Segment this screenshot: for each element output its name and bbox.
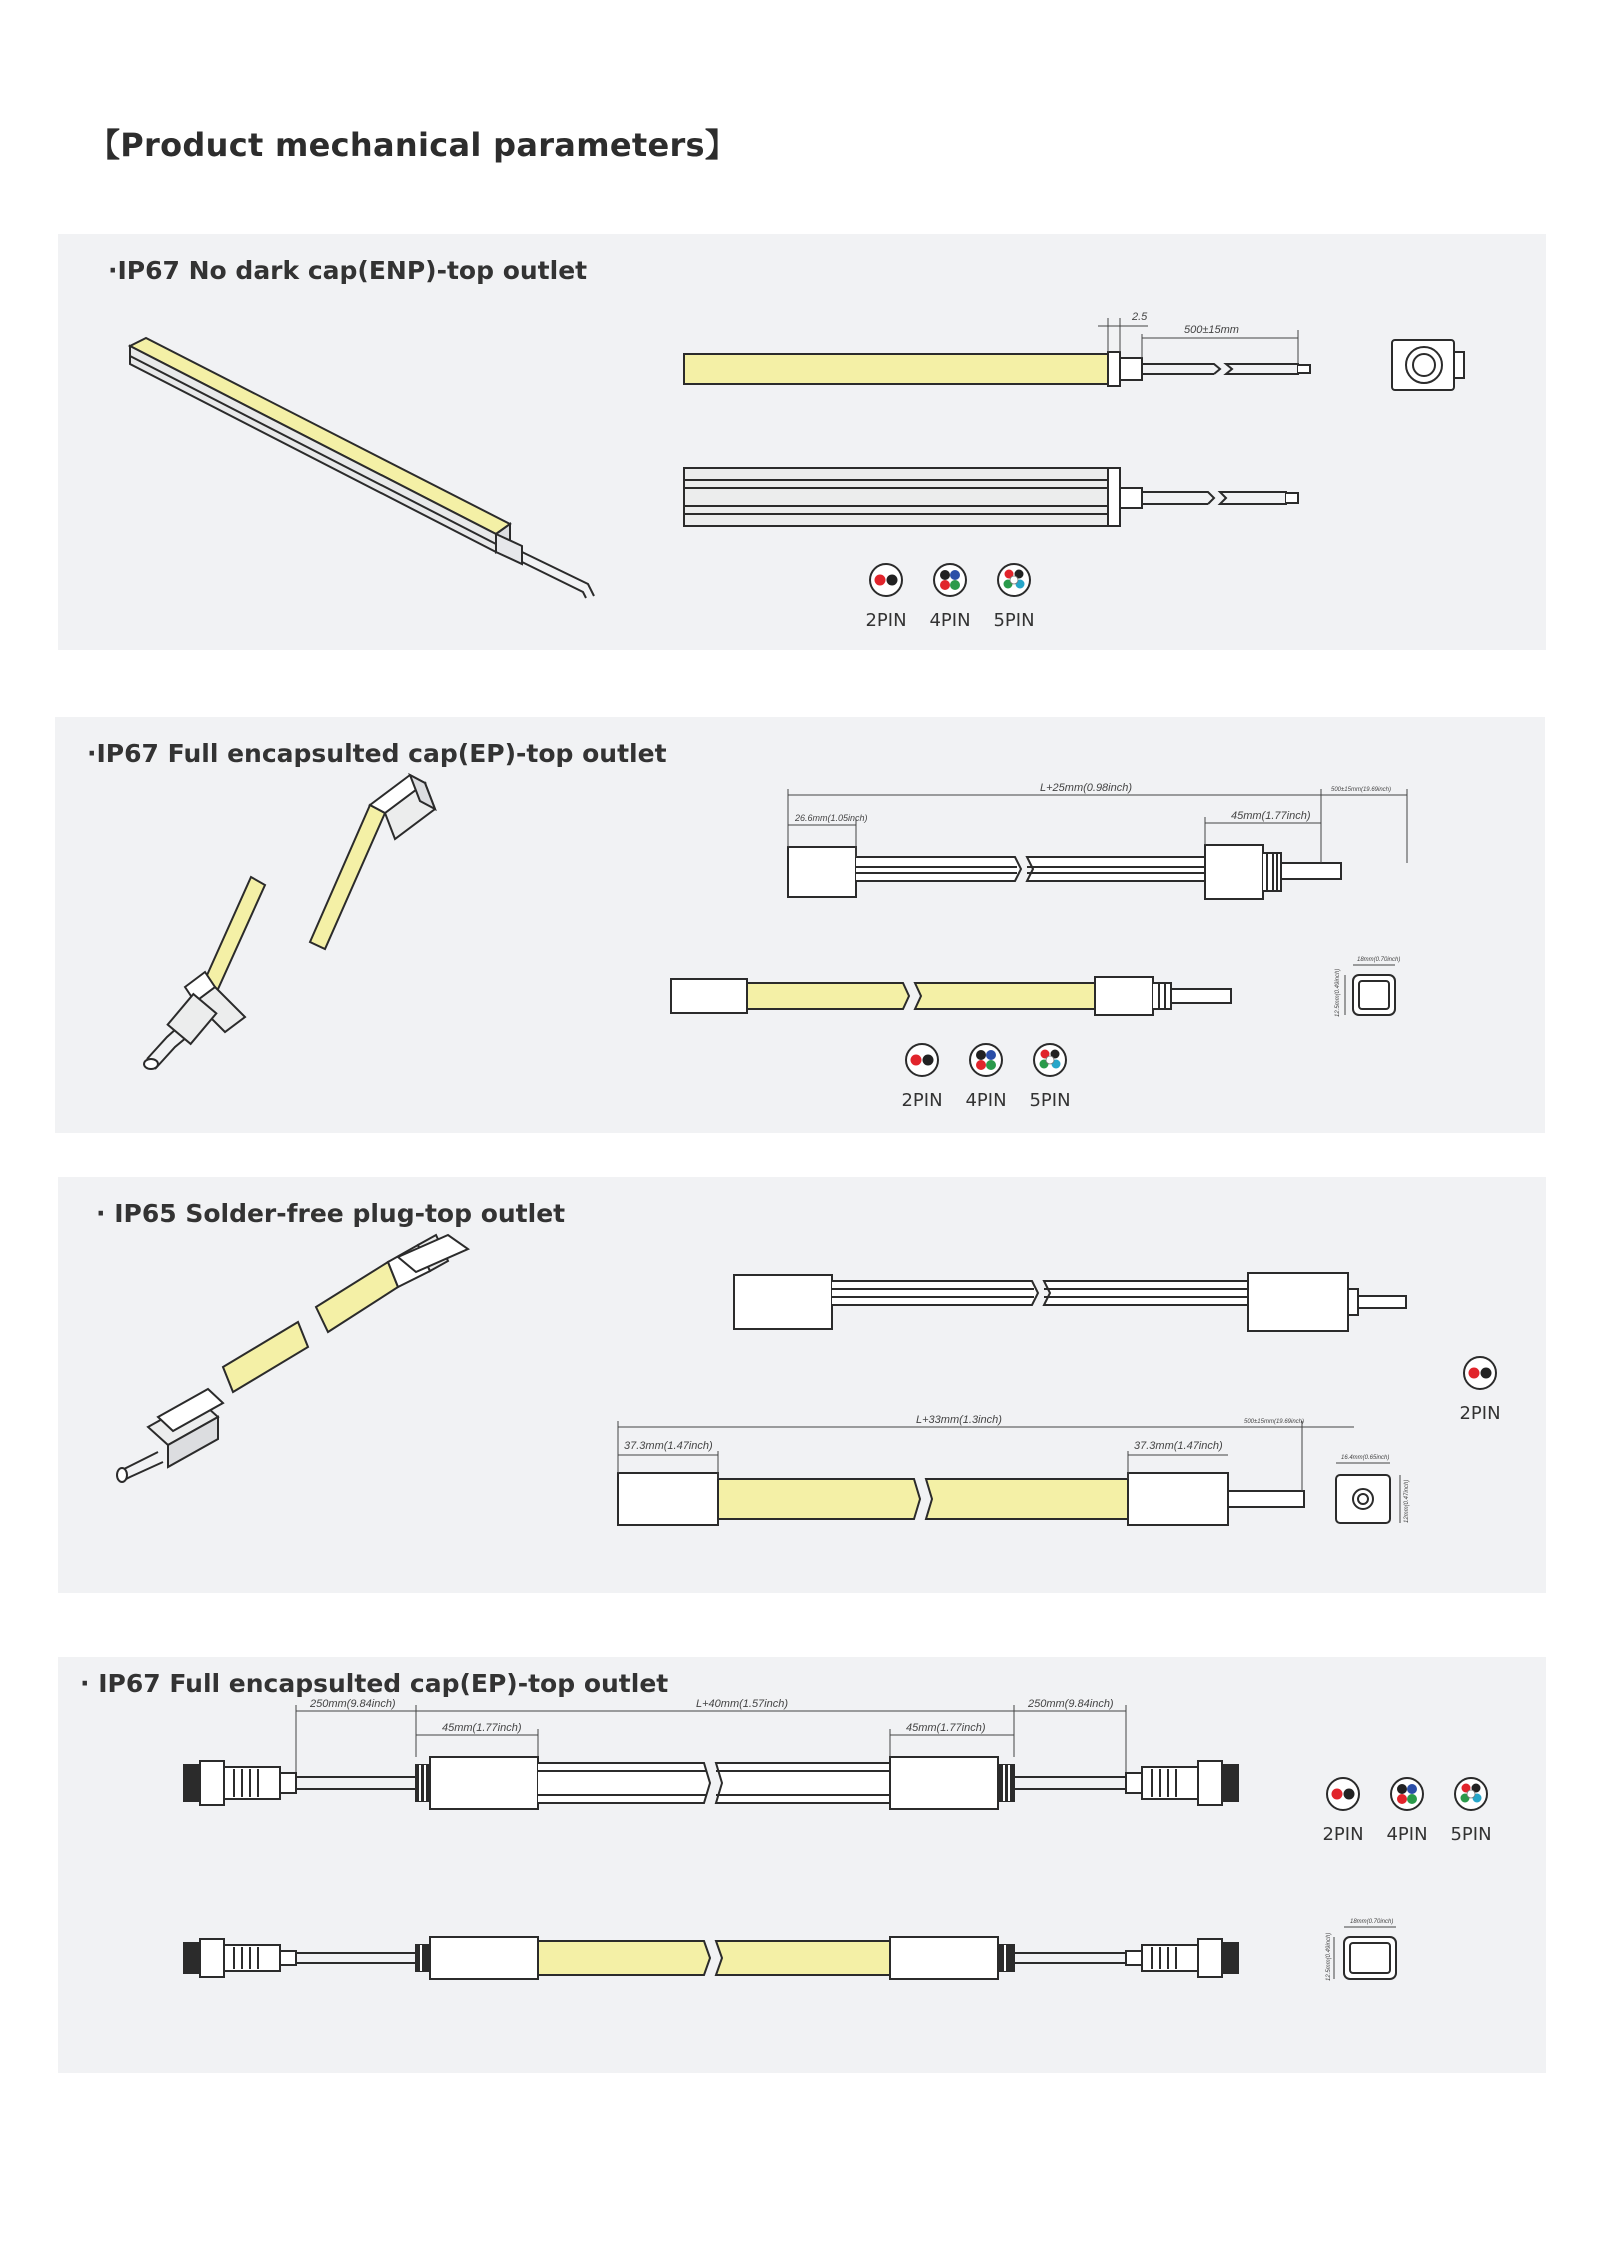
page-title: 【Product mechanical parameters】	[88, 126, 738, 164]
dim-cap: 2.5	[1132, 311, 1148, 323]
top-view-strip	[684, 352, 1310, 386]
dim-total: L+25mm(0.98inch)	[1040, 782, 1133, 794]
section-ip65-plug-top-outlet	[58, 1177, 1546, 1593]
dim-lead-left: 250mm(9.84inch)	[310, 1698, 396, 1710]
side-view-strip	[671, 977, 1231, 1015]
section-title: ·IP67 Full encapsulted cap(EP)-top outlet	[87, 739, 667, 768]
dim-lead-right: 250mm(9.84inch)	[1028, 1698, 1114, 1710]
pin-label-4: 4PIN	[929, 610, 971, 631]
top-view-strip	[788, 845, 1341, 899]
side-view-strip	[618, 1473, 1304, 1525]
pin-label-4: 4PIN	[1386, 1824, 1428, 1845]
end-view	[1344, 1937, 1396, 1979]
section-ep-top-outlet	[55, 717, 1545, 1133]
iso-strip	[144, 775, 435, 1069]
top-view-strip	[184, 1757, 1238, 1809]
pin-label-2: 2PIN	[865, 610, 907, 631]
ip65-drawing	[58, 1177, 1546, 1593]
ep-connector-drawing	[58, 1657, 1546, 2073]
pin-5	[998, 564, 1030, 596]
section-title: · IP67 Full encapsulted cap(EP)-top outlet	[80, 1669, 669, 1698]
top-view-strip	[734, 1273, 1406, 1331]
dim-h: 12.5mm(0.49inch)	[1326, 1932, 1332, 1981]
section-title: · IP65 Solder-free plug-top outlet	[96, 1199, 566, 1228]
pin-label-4: 4PIN	[965, 1090, 1007, 1111]
iso-strip	[117, 1235, 468, 1482]
dim-right: 45mm(1.77inch)	[1231, 810, 1311, 822]
side-view-strip	[184, 1937, 1238, 1979]
dim-cap-right: 45mm(1.77inch)	[906, 1722, 986, 1734]
end-view	[1392, 340, 1464, 390]
iso-strip	[130, 338, 594, 598]
dim-cable: 500±15mm(19.69inch)	[1331, 787, 1391, 793]
dim-cable: 500±15mm(19.69inch)	[1244, 1419, 1304, 1425]
dim-total: L+40mm(1.57inch)	[696, 1698, 789, 1710]
dim-left: 37.3mm(1.47inch)	[624, 1440, 713, 1452]
pin-label-5: 5PIN	[993, 610, 1035, 631]
pin-4	[934, 564, 966, 596]
pin-label-2: 2PIN	[1459, 1403, 1501, 1424]
pin-label-2: 2PIN	[901, 1090, 943, 1111]
dim-right: 37.3mm(1.47inch)	[1134, 1440, 1223, 1452]
dim-w: 18mm(0.70inch)	[1357, 957, 1401, 963]
dim-total: L+33mm(1.3inch)	[916, 1414, 1002, 1426]
section-ep-top-outlet-connector	[58, 1657, 1546, 2073]
enp-drawing	[58, 234, 1546, 650]
dim-w: 16.4mm(0.65inch)	[1341, 1455, 1390, 1461]
end-view	[1336, 1475, 1390, 1523]
pin-2	[870, 564, 902, 596]
ep-drawing	[55, 717, 1545, 1133]
dim-h: 12mm(0.47inch)	[1404, 1479, 1410, 1523]
section-title: ·IP67 No dark cap(ENP)-top outlet	[108, 256, 588, 285]
dim-cap-left: 45mm(1.77inch)	[442, 1722, 522, 1734]
pin-label-5: 5PIN	[1029, 1090, 1071, 1111]
dim-h: 12.5mm(0.49inch)	[1335, 968, 1341, 1017]
pin-label-2: 2PIN	[1322, 1824, 1364, 1845]
pin-label-5: 5PIN	[1450, 1824, 1492, 1845]
dim-cable: 500±15mm	[1184, 324, 1239, 336]
end-view	[1353, 975, 1395, 1015]
section-enp-top-outlet	[58, 234, 1546, 650]
dim-left: 26.6mm(1.05inch)	[795, 813, 868, 823]
side-view-strip	[684, 468, 1298, 526]
dim-w: 18mm(0.70inch)	[1350, 1919, 1394, 1925]
